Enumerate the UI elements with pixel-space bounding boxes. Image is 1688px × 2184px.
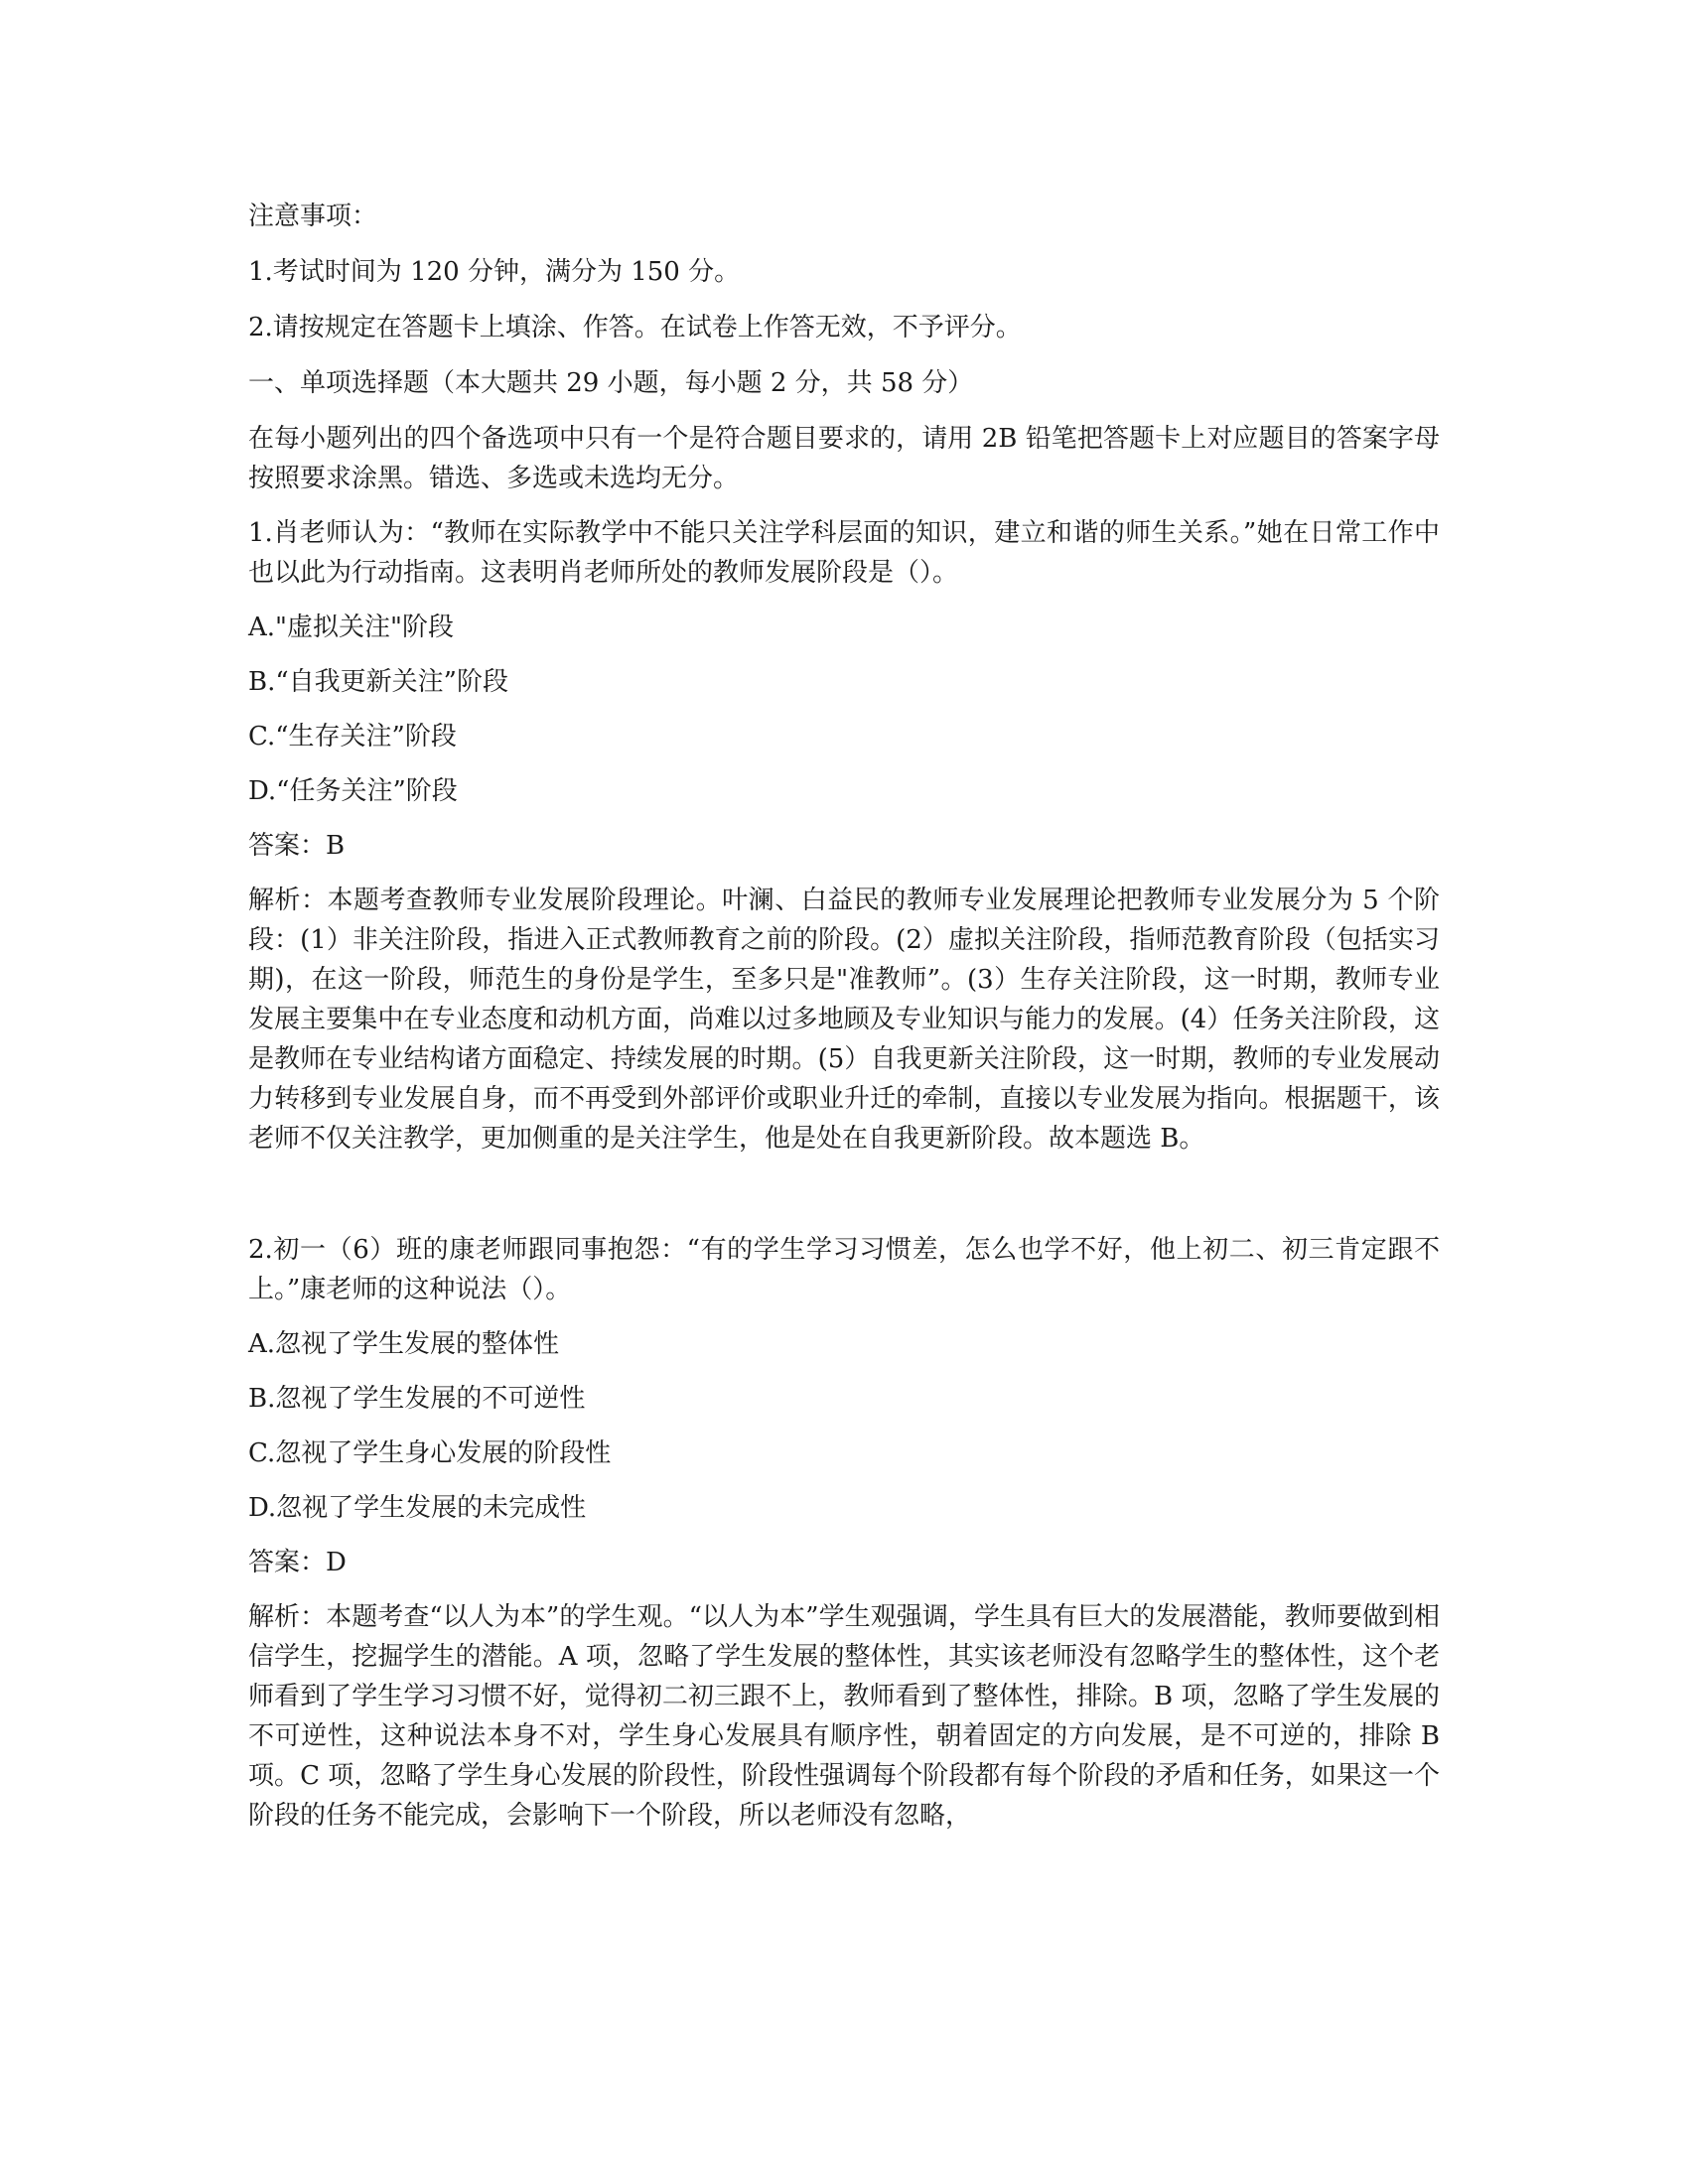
question-2-option-c: C.忽视了学生身心发展的阶段性 <box>248 1438 612 1468</box>
question-2-stem: 2.初一（6）班的康老师跟同事抱怨：“有的学生学习习惯差，怎么也学不好，他上初二、初三肯定跟不上。”康老师的这种说法（）。 <box>248 1235 1440 1304</box>
question-2-option-a: A.忽视了学生发展的整体性 <box>248 1329 560 1359</box>
notice-title: 注意事项： <box>248 202 378 231</box>
question-1-analysis: 解析：本题考查教师专业发展阶段理论。叶澜、白益民的教师专业发展理论把教师专业发展分为 5 个阶段：(1）非关注阶段，指进入正式教师教育之前的阶段。(2）虚拟关注阶段，指师范教育阶段（包括实习期)，在这一阶段，师范生的身份是学生，至多只是"准教师”。(3）生存关注阶段，这一时期，教师专业发展主要集中在专业态度和动机方面，尚难以过多地顾及专业知识与能力的发展。(4）任务关注阶段，这是教师在专业结构诸方面稳定、持续发展的时期。(5）自我更新关注阶段，这一时期，教师的专业发展动力转移到专业发展自身，而不再受到外部评价或职业升迁的牵制，直接以专业发展为指向。根据题干，该老师不仅关注教学，更加侧重的是关注学生，他是处在自我更新阶段。故本题选 B。 <box>248 886 1440 1154</box>
exam-page <box>248 197 1440 1836</box>
question-2-option-d: D.忽视了学生发展的未完成性 <box>248 1493 587 1523</box>
question-1-option-d: D.“任务关注”阶段 <box>248 776 458 806</box>
question-2-option-b: B.忽视了学生发展的不可逆性 <box>248 1384 586 1414</box>
notice-item-2: 2.请按规定在答题卡上填涂、作答。在试卷上作答无效，不予评分。 <box>248 313 1022 342</box>
question-1-option-c: C.“生存关注”阶段 <box>248 722 457 751</box>
question-1-answer: 答案：B <box>248 831 346 861</box>
section-instructions: 在每小题列出的四个备选项中只有一个是符合题目要求的，请用 2B 铅笔把答题卡上对应题目的答案字母按照要求涂黑。错选、多选或未选均无分。 <box>248 424 1440 493</box>
notice-item-1: 1.考试时间为 120 分钟，满分为 150 分。 <box>248 257 741 287</box>
question-1-option-a: A."虚拟关注"阶段 <box>248 613 454 642</box>
section-heading: 一、单项选择题（本大题共 29 小题，每小题 2 分，共 58 分） <box>248 368 974 398</box>
question-1-option-b: B.“自我更新关注”阶段 <box>248 667 508 697</box>
question-2-answer: 答案：D <box>248 1548 347 1577</box>
question-2-analysis: 解析：本题考查“以人为本”的学生观。“以人为本”学生观强调，学生具有巨大的发展潜能，教师要做到相信学生，挖掘学生的潜能。A 项，忽略了学生发展的整体性，其实该老师没有忽略学生的整体性，这个老师看到了学生学习习惯不好，觉得初二初三跟不上，教师看到了整体性，排除。B 项，忽略了学生发展的不可逆性，这种说法本身不对，学生身心发展具有顺序性，朝着固定的方向发展，是不可逆的，排除 B 项。C 项，忽略了学生身心发展的阶段性，阶段性强调每个阶段都有每个阶段的矛盾和任务，如果这一个阶段的任务不能完成，会影响下一个阶段，所以老师没有忽略， <box>248 1602 1440 1831</box>
question-1-stem: 1.肖老师认为：“教师在实际教学中不能只关注学科层面的知识，建立和谐的师生关系。”她在日常工作中也以此为行动指南。这表明肖老师所处的教师发展阶段是（）。 <box>248 518 1440 588</box>
